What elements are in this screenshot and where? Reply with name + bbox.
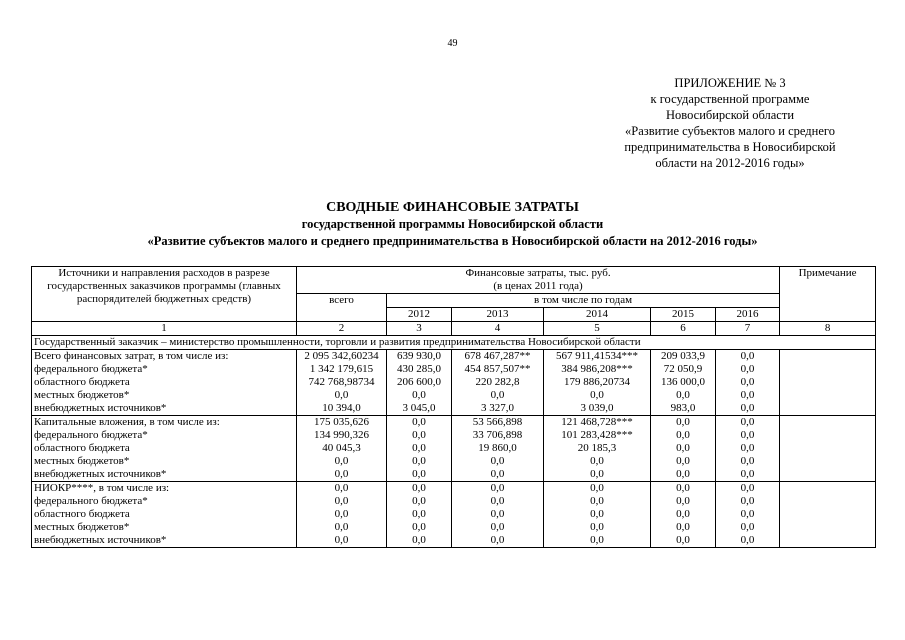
value-cell: 0,0 bbox=[297, 389, 387, 402]
table-row bbox=[32, 534, 876, 548]
value-cell: 0,0 bbox=[651, 389, 716, 402]
expenses-table bbox=[31, 266, 876, 548]
value-cell: 0,0 bbox=[716, 468, 780, 482]
header-sources: Источники и направления расходов в разрезе государственных заказчиков программы (главных распорядителей бюджетных средств) bbox=[32, 267, 297, 322]
header-financial bbox=[297, 267, 780, 294]
row-label: областного бюджета bbox=[32, 442, 297, 455]
note-cell bbox=[780, 495, 876, 508]
value-cell: 0,0 bbox=[716, 495, 780, 508]
value-cell: 0,0 bbox=[651, 468, 716, 482]
value-cell: 0,0 bbox=[716, 455, 780, 468]
value-cell: 0,0 bbox=[387, 495, 452, 508]
appendix-line: предпринимательства в Новосибирской bbox=[624, 140, 836, 154]
value-cell: 0,0 bbox=[544, 534, 651, 548]
value-cell: 0,0 bbox=[716, 363, 780, 376]
row-label: Капитальные вложения, в том числе из: bbox=[32, 416, 297, 430]
table-row bbox=[32, 363, 876, 376]
appendix-block bbox=[595, 75, 865, 171]
value-cell: 0,0 bbox=[387, 416, 452, 430]
value-cell: 0,0 bbox=[716, 508, 780, 521]
value-cell: 567 911,41534*** bbox=[544, 350, 651, 364]
value-cell: 0,0 bbox=[452, 455, 544, 468]
value-cell: 0,0 bbox=[387, 482, 452, 496]
value-cell: 72 050,9 bbox=[651, 363, 716, 376]
value-cell: 2 095 342,60234 bbox=[297, 350, 387, 364]
table-row bbox=[32, 442, 876, 455]
header-total: всего bbox=[297, 294, 387, 322]
table-row bbox=[32, 482, 876, 496]
table-row bbox=[32, 389, 876, 402]
value-cell: 0,0 bbox=[716, 389, 780, 402]
appendix-line: Новосибирской области bbox=[665, 108, 795, 122]
value-cell: 40 045,3 bbox=[297, 442, 387, 455]
header-year: 2015 bbox=[651, 308, 716, 322]
table-row bbox=[32, 495, 876, 508]
value-cell: 0,0 bbox=[716, 350, 780, 364]
note-cell bbox=[780, 402, 876, 416]
value-cell: 384 986,208*** bbox=[544, 363, 651, 376]
note-cell bbox=[780, 350, 876, 364]
note-cell bbox=[780, 389, 876, 402]
value-cell: 0,0 bbox=[716, 429, 780, 442]
value-cell: 430 285,0 bbox=[387, 363, 452, 376]
value-cell: 209 033,9 bbox=[651, 350, 716, 364]
value-cell: 0,0 bbox=[716, 521, 780, 534]
row-label: местных бюджетов* bbox=[32, 389, 297, 402]
value-cell: 639 930,0 bbox=[387, 350, 452, 364]
value-cell: 0,0 bbox=[651, 455, 716, 468]
value-cell: 0,0 bbox=[716, 402, 780, 416]
value-cell: 0,0 bbox=[651, 482, 716, 496]
value-cell: 0,0 bbox=[651, 429, 716, 442]
row-label: областного бюджета bbox=[32, 376, 297, 389]
value-cell: 0,0 bbox=[544, 455, 651, 468]
row-label: федерального бюджета* bbox=[32, 429, 297, 442]
value-cell: 0,0 bbox=[387, 442, 452, 455]
note-cell bbox=[780, 482, 876, 496]
column-number: 1 bbox=[32, 322, 297, 336]
header-year: 2014 bbox=[544, 308, 651, 322]
value-cell: 0,0 bbox=[452, 521, 544, 534]
table-row bbox=[32, 508, 876, 521]
value-cell: 33 706,898 bbox=[452, 429, 544, 442]
row-label: внебюджетных источников* bbox=[32, 402, 297, 416]
value-cell: 0,0 bbox=[387, 429, 452, 442]
note-cell bbox=[780, 376, 876, 389]
value-cell: 3 045,0 bbox=[387, 402, 452, 416]
value-cell: 0,0 bbox=[387, 508, 452, 521]
value-cell: 0,0 bbox=[452, 468, 544, 482]
value-cell: 0,0 bbox=[387, 455, 452, 468]
appendix-line: области на 2012-2016 годы» bbox=[655, 156, 805, 170]
value-cell: 0,0 bbox=[716, 416, 780, 430]
column-number: 7 bbox=[716, 322, 780, 336]
row-label: внебюджетных источников* bbox=[32, 468, 297, 482]
note-cell bbox=[780, 442, 876, 455]
title-line-3: «Развитие субъектов малого и среднего предпринимательства в Новосибирской области на 2012-2016 годы» bbox=[147, 234, 758, 248]
table-row bbox=[32, 402, 876, 416]
value-cell: 0,0 bbox=[387, 389, 452, 402]
column-number: 3 bbox=[387, 322, 452, 336]
column-number: 8 bbox=[780, 322, 876, 336]
value-cell: 454 857,507** bbox=[452, 363, 544, 376]
customer-name: Государственный заказчик – министерство промышленности, торговли и развития предпринимательства Новосибирской области bbox=[32, 336, 876, 350]
note-cell bbox=[780, 521, 876, 534]
value-cell: 3 327,0 bbox=[452, 402, 544, 416]
header-note: Примечание bbox=[780, 267, 876, 322]
note-cell bbox=[780, 534, 876, 548]
value-cell: 0,0 bbox=[297, 534, 387, 548]
value-cell: 136 000,0 bbox=[651, 376, 716, 389]
row-label: внебюджетных источников* bbox=[32, 534, 297, 548]
appendix-line: ПРИЛОЖЕНИЕ № 3 bbox=[674, 76, 786, 90]
table-row bbox=[32, 350, 876, 364]
title-line-2: государственной программы Новосибирской области bbox=[301, 217, 604, 231]
value-cell: 0,0 bbox=[297, 495, 387, 508]
value-cell: 0,0 bbox=[716, 376, 780, 389]
value-cell: 206 600,0 bbox=[387, 376, 452, 389]
value-cell: 0,0 bbox=[716, 482, 780, 496]
row-label: федерального бюджета* bbox=[32, 363, 297, 376]
value-cell: 175 035,626 bbox=[297, 416, 387, 430]
value-cell: 179 886,20734 bbox=[544, 376, 651, 389]
value-cell: 0,0 bbox=[651, 521, 716, 534]
value-cell: 0,0 bbox=[387, 521, 452, 534]
note-cell bbox=[780, 363, 876, 376]
value-cell: 742 768,98734 bbox=[297, 376, 387, 389]
note-cell bbox=[780, 429, 876, 442]
header-financial-title: Финансовые затраты, тыс. руб. bbox=[465, 267, 611, 279]
column-number: 4 bbox=[452, 322, 544, 336]
value-cell: 19 860,0 bbox=[452, 442, 544, 455]
value-cell: 0,0 bbox=[297, 468, 387, 482]
table-row bbox=[32, 429, 876, 442]
column-numbers-row bbox=[32, 322, 876, 336]
value-cell: 0,0 bbox=[387, 468, 452, 482]
table-row bbox=[32, 521, 876, 534]
header-by-years: в том числе по годам bbox=[387, 294, 780, 308]
value-cell: 0,0 bbox=[452, 508, 544, 521]
row-label: НИОКР****, в том числе из: bbox=[32, 482, 297, 496]
header-prices: (в ценах 2011 года) bbox=[493, 280, 583, 292]
value-cell: 1 342 179,615 bbox=[297, 363, 387, 376]
value-cell: 0,0 bbox=[452, 482, 544, 496]
value-cell: 0,0 bbox=[544, 495, 651, 508]
value-cell: 983,0 bbox=[651, 402, 716, 416]
header-row bbox=[32, 267, 876, 294]
value-cell: 121 468,728*** bbox=[544, 416, 651, 430]
header-year: 2012 bbox=[387, 308, 452, 322]
table-row bbox=[32, 455, 876, 468]
row-label: местных бюджетов* bbox=[32, 521, 297, 534]
value-cell: 134 990,326 bbox=[297, 429, 387, 442]
value-cell: 0,0 bbox=[544, 482, 651, 496]
header-year: 2013 bbox=[452, 308, 544, 322]
value-cell: 0,0 bbox=[297, 482, 387, 496]
row-label: федерального бюджета* bbox=[32, 495, 297, 508]
table-row bbox=[32, 468, 876, 482]
appendix-line: к государственной программе bbox=[650, 92, 810, 106]
value-cell: 3 039,0 bbox=[544, 402, 651, 416]
row-label: Всего финансовых затрат, в том числе из: bbox=[32, 350, 297, 364]
value-cell: 0,0 bbox=[651, 495, 716, 508]
value-cell: 0,0 bbox=[297, 521, 387, 534]
value-cell: 0,0 bbox=[387, 534, 452, 548]
note-cell bbox=[780, 508, 876, 521]
value-cell: 101 283,428*** bbox=[544, 429, 651, 442]
note-cell bbox=[780, 468, 876, 482]
column-number: 6 bbox=[651, 322, 716, 336]
value-cell: 0,0 bbox=[452, 495, 544, 508]
value-cell: 0,0 bbox=[544, 389, 651, 402]
value-cell: 0,0 bbox=[651, 442, 716, 455]
value-cell: 0,0 bbox=[651, 508, 716, 521]
column-number: 5 bbox=[544, 322, 651, 336]
appendix-line: «Развитие субъектов малого и среднего bbox=[625, 124, 835, 138]
document-title bbox=[0, 199, 905, 250]
value-cell: 220 282,8 bbox=[452, 376, 544, 389]
value-cell: 0,0 bbox=[452, 534, 544, 548]
value-cell: 678 467,287** bbox=[452, 350, 544, 364]
value-cell: 0,0 bbox=[544, 468, 651, 482]
table-row bbox=[32, 376, 876, 389]
value-cell: 0,0 bbox=[716, 442, 780, 455]
header-year: 2016 bbox=[716, 308, 780, 322]
note-cell bbox=[780, 455, 876, 468]
value-cell: 10 394,0 bbox=[297, 402, 387, 416]
customer-row bbox=[32, 336, 876, 350]
title-line-1: СВОДНЫЕ ФИНАНСОВЫЕ ЗАТРАТЫ bbox=[326, 200, 579, 215]
value-cell: 0,0 bbox=[544, 508, 651, 521]
value-cell: 0,0 bbox=[297, 455, 387, 468]
value-cell: 20 185,3 bbox=[544, 442, 651, 455]
value-cell: 0,0 bbox=[544, 521, 651, 534]
value-cell: 0,0 bbox=[716, 534, 780, 548]
value-cell: 0,0 bbox=[297, 508, 387, 521]
page-number: 49 bbox=[447, 38, 458, 49]
value-cell: 0,0 bbox=[651, 534, 716, 548]
column-number: 2 bbox=[297, 322, 387, 336]
value-cell: 53 566,898 bbox=[452, 416, 544, 430]
row-label: местных бюджетов* bbox=[32, 455, 297, 468]
row-label: областного бюджета bbox=[32, 508, 297, 521]
table-row bbox=[32, 416, 876, 430]
note-cell bbox=[780, 416, 876, 430]
value-cell: 0,0 bbox=[452, 389, 544, 402]
value-cell: 0,0 bbox=[651, 416, 716, 430]
